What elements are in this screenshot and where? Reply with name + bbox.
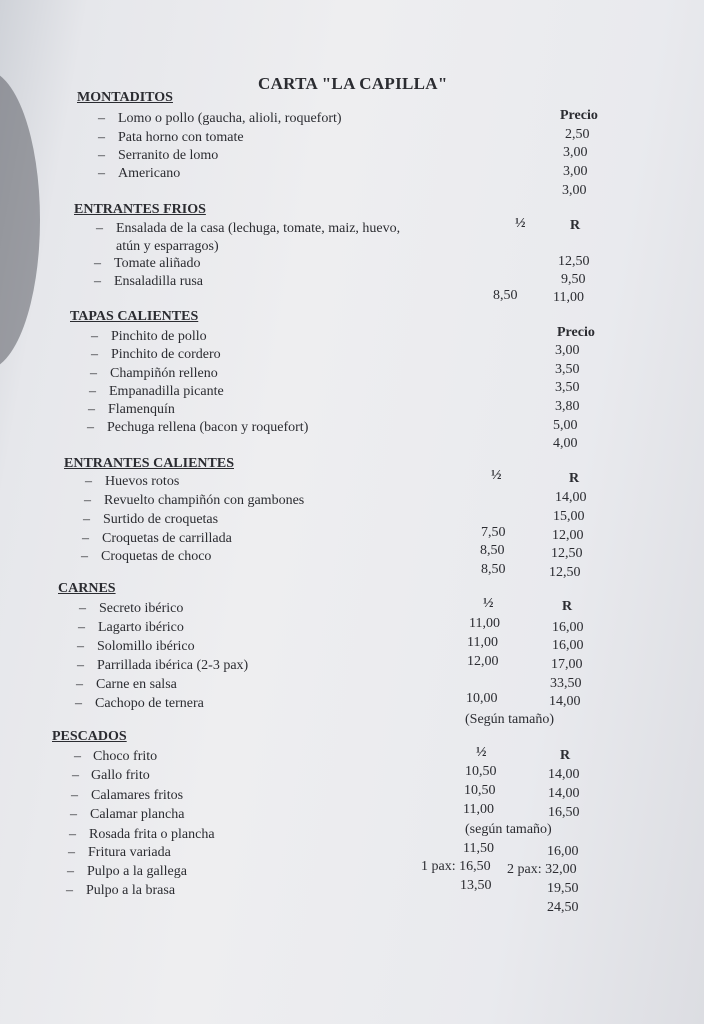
- section-title-entrantes-calientes: ENTRANTES CALIENTES: [64, 456, 234, 471]
- price: 16,00: [547, 844, 579, 859]
- menu-item: Choco frito: [93, 749, 158, 764]
- price: 3,00: [563, 145, 588, 160]
- menu-item: Americano: [118, 166, 181, 181]
- menu-item: Pulpo a la gallega: [87, 864, 187, 879]
- menu-item: Calamar plancha: [90, 807, 185, 822]
- full-portion-header: R: [560, 748, 571, 763]
- price-half: 10,50: [465, 764, 497, 779]
- price: 24,50: [547, 900, 579, 915]
- section-title-carnes: CARNES: [58, 581, 116, 596]
- price-half: 11,50: [463, 841, 494, 856]
- full-portion-header: R: [569, 471, 580, 486]
- price: 14,00: [548, 786, 580, 801]
- price-half: 10,00: [466, 691, 498, 706]
- price: 3,00: [562, 183, 587, 198]
- price: 3,00: [555, 343, 580, 358]
- size-note: (Según tamaño): [465, 712, 555, 727]
- size-note: (según tamaño): [465, 822, 552, 837]
- menu-item-continued: atún y esparragos): [116, 239, 219, 254]
- price: 12,00: [552, 528, 584, 543]
- section-title-tapas-calientes: TAPAS CALIENTES: [70, 309, 199, 324]
- menu-item: Lagarto ibérico: [98, 620, 184, 635]
- full-portion-header: R: [570, 218, 581, 233]
- menu-item: Flamenquín: [108, 402, 175, 417]
- menu-item: Pinchito de cordero: [111, 347, 221, 362]
- menu-item: Pulpo a la brasa: [86, 883, 176, 898]
- menu-item: Carne en salsa: [96, 677, 177, 692]
- price: 2,50: [565, 127, 590, 142]
- section-title-montaditos: MONTADITOS: [77, 90, 173, 105]
- price-half: 8,50: [480, 543, 505, 558]
- menu-item: Croquetas de choco: [101, 549, 212, 564]
- price-half: 11,00: [469, 616, 500, 631]
- section-title-entrantes-frios: ENTRANTES FRIOS: [74, 202, 206, 217]
- price: 3,00: [563, 164, 588, 179]
- price: 3,50: [555, 362, 580, 377]
- price-half: 8,50: [493, 288, 518, 303]
- menu-item: Cachopo de ternera: [95, 696, 204, 711]
- menu-item: Pechuga rellena (bacon y roquefort): [107, 420, 309, 435]
- price: 19,50: [547, 881, 579, 896]
- menu-item: Parrillada ibérica (2-3 pax): [97, 658, 249, 673]
- menu-item: Surtido de croquetas: [103, 512, 219, 527]
- half-portion-header: ½: [515, 216, 526, 231]
- menu-item: Tomate aliñado: [114, 256, 201, 271]
- menu-item: Ensaladilla rusa: [114, 274, 204, 289]
- price-half: 7,50: [481, 525, 506, 540]
- price: 14,00: [549, 694, 581, 709]
- menu-item: Rosada frita o plancha: [89, 827, 215, 842]
- menu-item: Gallo frito: [91, 768, 150, 783]
- price: 5,00: [553, 418, 578, 433]
- menu-item: Huevos rotos: [105, 474, 180, 489]
- price-half: 13,50: [460, 878, 492, 893]
- price: 15,00: [553, 509, 585, 524]
- price-half: 1 pax: 16,50: [421, 859, 491, 874]
- price: 2 pax: 32,00: [507, 862, 577, 877]
- menu-item: Solomillo ibérico: [97, 639, 195, 654]
- price: 16,50: [548, 805, 580, 820]
- price-half: 12,00: [467, 654, 499, 669]
- price: 3,50: [555, 380, 580, 395]
- menu-item: Ensalada de la casa (lechuga, tomate, maiz, huevo,: [116, 221, 401, 236]
- price: 16,00: [552, 620, 584, 635]
- menu-paper: CARTA "LA CAPILLA" MONTADITOS Precio – Lomo o pollo (gaucha, alioli, roquefort) – Pata horno con tomate – Serranito de lomo – Americano 2,50 3,00 3,00 3,00 ENTRANTES FRIOS ½ R – Ensalada de la casa (lechuga, tomate, maiz, huevo, atún y esparragos) – Tomate aliñado – Ensaladilla rusa 8,50 12,50 9,50 11,00 TAPAS CALIENTES Precio – Pinchito de pollo – Pinchito de cordero – Champiñón relleno – Empanadilla picante – Flamenquín – Pechuga rellena (bacon y roquefort) 3,00 3,50 3,50 3,80 5,00 4,00 ENTRANTES CALIENTES ½ R – Huevos rotos – Revuelto champiñón con gambones – Surtido de croquetas – Croquetas de carrillada – Croquetas de choco 7,50 8,50 8,50 14,00 15,00 12,00 12,50 12,50 CARNES ½ R – Secreto ibérico – Lagarto ibérico – Solomillo ibérico – Parrillada ibérica (2-3 pax) – Carne en salsa – Cachopo de ternera 11,00 11,00 12,00 10,00 16,00 16,00 17,00 33,50 14,00 (Según tamaño) PESCADOS ½ R – Choco frito – Gallo frito – Calamares fritos – Calamar plancha – Rosada frita o plancha – Fritura variada – Pulpo a la gallega – Pulpo a la brasa 10,50 10,50 11,00 (según tamaño) 11,50 1 pax: 16,50 13,50 14,00 14,00 16,50 16,00 2 pax: 32,00 19,50 24,50: [0, 0, 704, 1024]
- price: 3,80: [555, 399, 580, 414]
- price: 12,50: [549, 565, 581, 580]
- price: 4,00: [553, 436, 578, 451]
- price: 33,50: [550, 676, 582, 691]
- price: 12,50: [558, 254, 590, 269]
- menu-item: Serranito de lomo: [118, 148, 219, 163]
- menu-item: Calamares fritos: [91, 788, 184, 803]
- price: 16,00: [552, 638, 584, 653]
- montaditos-price-header: Precio: [560, 108, 598, 123]
- price: 9,50: [561, 272, 586, 287]
- price-half: 11,00: [463, 802, 494, 817]
- half-portion-header: ½: [491, 468, 502, 483]
- tapas-price-header: Precio: [557, 325, 595, 340]
- menu-item: Fritura variada: [88, 845, 171, 860]
- price-half: 10,50: [464, 783, 496, 798]
- price: 14,00: [555, 490, 587, 505]
- menu-item: Pata horno con tomate: [118, 130, 244, 145]
- photo-shadow: [0, 70, 40, 370]
- page-title: CARTA "LA CAPILLA": [258, 74, 448, 93]
- menu-item: Revuelto champiñón con gambones: [104, 493, 305, 508]
- menu-item: Croquetas de carrillada: [102, 531, 232, 546]
- price: 17,00: [551, 657, 583, 672]
- price: 11,00: [553, 290, 584, 305]
- menu-item: Secreto ibérico: [99, 601, 184, 616]
- half-portion-header: ½: [483, 596, 494, 611]
- menu-item: Empanadilla picante: [109, 384, 224, 399]
- section-title-pescados: PESCADOS: [52, 729, 127, 744]
- price-half: 11,00: [467, 635, 498, 650]
- menu-item: Lomo o pollo (gaucha, alioli, roquefort): [118, 111, 342, 126]
- menu-item: Champiñón relleno: [110, 366, 218, 381]
- price: 14,00: [548, 767, 580, 782]
- half-portion-header: ½: [476, 745, 487, 760]
- price: 12,50: [551, 546, 583, 561]
- full-portion-header: R: [562, 599, 573, 614]
- menu-item: Pinchito de pollo: [111, 329, 207, 344]
- price-half: 8,50: [481, 562, 506, 577]
